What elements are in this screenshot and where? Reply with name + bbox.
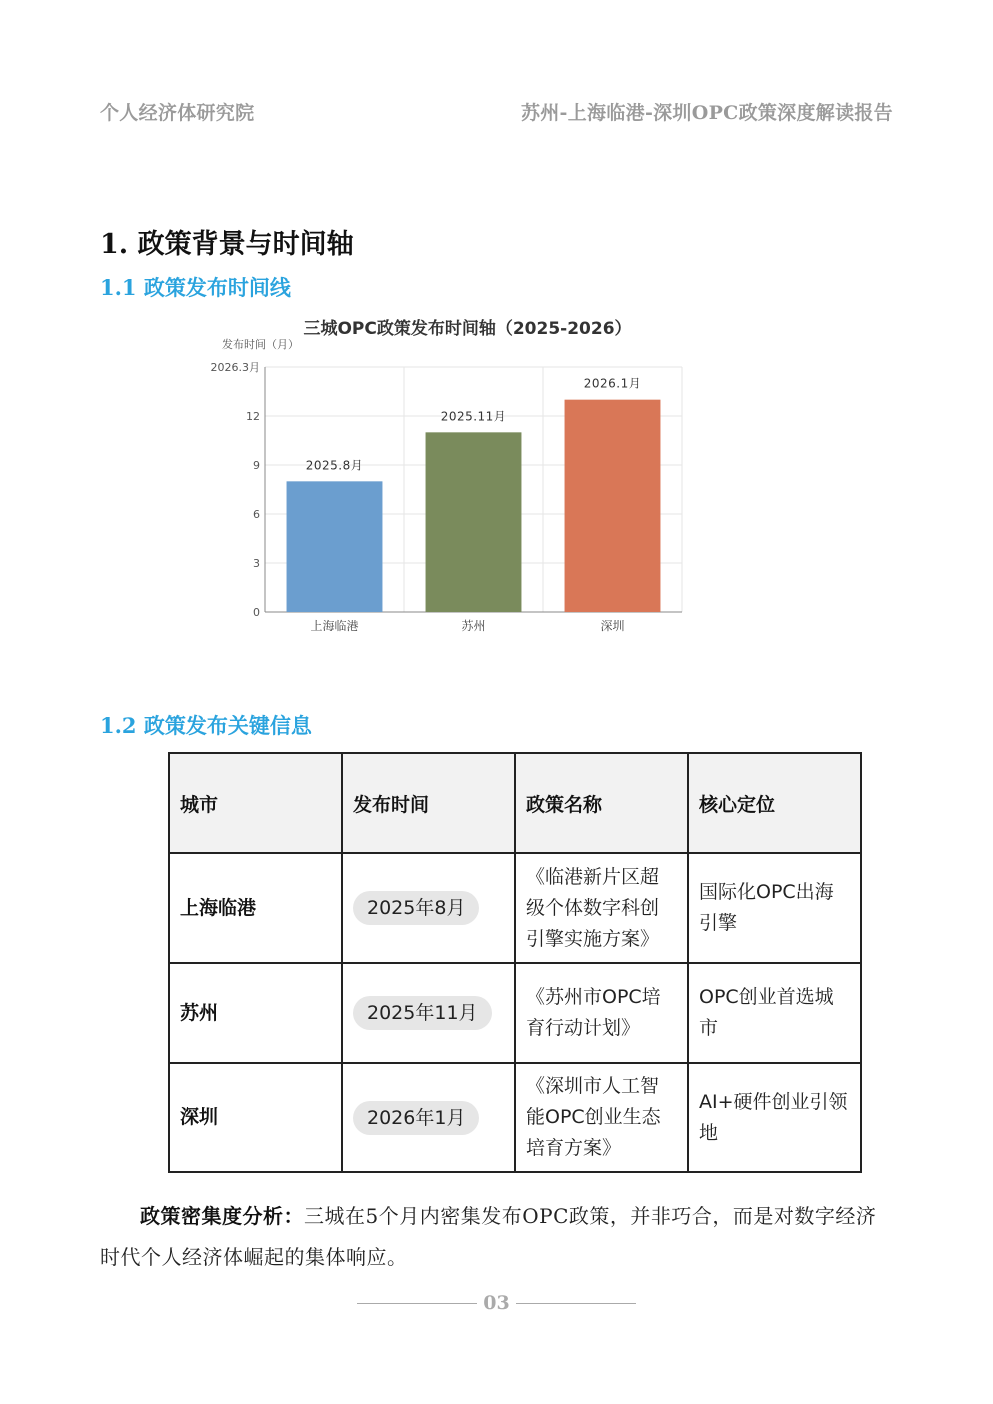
y-tick-label: 6	[253, 508, 260, 521]
cell-city: 上海临港	[169, 853, 342, 963]
analysis-text: 三城在5个月内密集发布OPC政策，并非巧合，而是对数字经济时代个人经济体崛起的集体响应。	[100, 1204, 877, 1269]
cell-policy: 《深圳市人工智能OPC创业生态培育方案》	[515, 1063, 688, 1172]
y-tick-label: 9	[253, 459, 260, 472]
page-footer	[0, 1292, 993, 1314]
cell-date	[342, 1063, 515, 1172]
header-position: 核心定位	[688, 753, 861, 853]
subsection-heading-timeline: 1.1 政策发布时间线	[100, 275, 291, 300]
header-org-name: 个人经济体研究院	[100, 102, 255, 124]
y-tick-label: 2026.3月	[210, 361, 260, 374]
header-report-title: 苏州-上海临港-深圳OPC政策深度解读报告	[520, 102, 893, 124]
header-policy: 政策名称	[515, 753, 688, 853]
table-row	[169, 853, 861, 963]
cell-position: 国际化OPC出海引擎	[688, 853, 861, 963]
cell-date	[342, 963, 515, 1063]
analysis-label: 政策密集度分析：	[140, 1204, 304, 1228]
subsection-heading-info: 1.2 政策发布关键信息	[100, 713, 312, 738]
bar-data-label: 2025.11月	[440, 409, 507, 424]
y-tick-label: 0	[253, 606, 260, 619]
footer-rule-right	[516, 1303, 636, 1304]
header-city: 城市	[169, 753, 342, 853]
policy-table	[168, 752, 862, 1173]
cell-city: 深圳	[169, 1063, 342, 1172]
date-badge: 2026年1月	[353, 1101, 479, 1135]
y-tick-label: 12	[246, 410, 260, 423]
timeline-bar-chart	[210, 312, 690, 647]
bar	[565, 400, 661, 612]
y-tick-label: 3	[253, 557, 260, 570]
x-tick-label: 苏州	[461, 619, 486, 633]
page-number: 03	[483, 1292, 510, 1314]
bar-data-label: 2025.8月	[305, 458, 364, 473]
analysis-paragraph	[100, 1196, 893, 1278]
chart-title: 三城OPC政策发布时间轴（2025-2026）	[303, 319, 632, 339]
cell-city: 苏州	[169, 963, 342, 1063]
date-badge: 2025年11月	[353, 996, 492, 1030]
cell-date	[342, 853, 515, 963]
cell-policy: 《临港新片区超级个体数字科创引擎实施方案》	[515, 853, 688, 963]
table-row	[169, 1063, 861, 1172]
y-axis-label: 发布时间（月）	[222, 338, 299, 351]
footer-rule-left	[357, 1303, 477, 1304]
bar	[426, 432, 522, 612]
cell-policy: 《苏州市OPC培育行动计划》	[515, 963, 688, 1063]
table-row	[169, 963, 861, 1063]
section-heading: 1. 政策背景与时间轴	[100, 229, 354, 260]
x-tick-label: 上海临港	[310, 619, 359, 633]
bar-data-label: 2026.1月	[583, 376, 642, 391]
date-badge: 2025年8月	[353, 891, 479, 925]
cell-position: AI+硬件创业引领地	[688, 1063, 861, 1172]
bar	[287, 481, 383, 612]
cell-position: OPC创业首选城市	[688, 963, 861, 1063]
table-header-row	[169, 753, 861, 853]
x-tick-label: 深圳	[600, 619, 625, 633]
header-date: 发布时间	[342, 753, 515, 853]
